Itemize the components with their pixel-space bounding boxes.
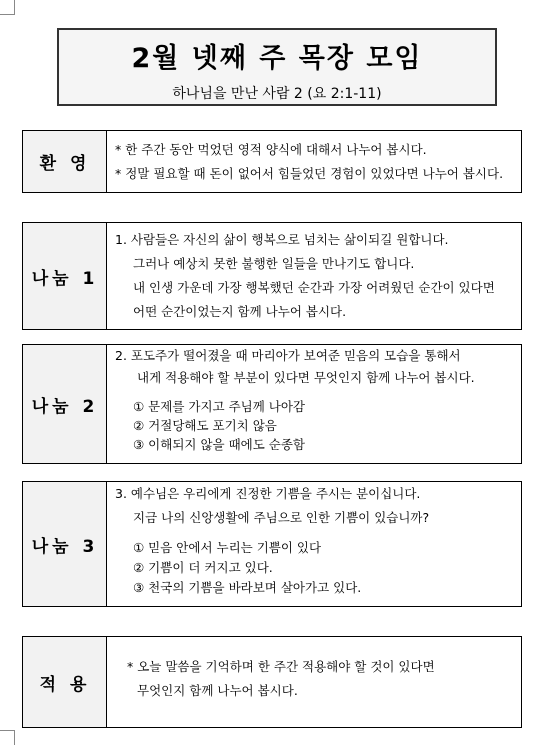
page-title: 2월 넷째 주 목장 모임 — [131, 43, 423, 74]
list-item: ① 문제를 가지고 주님께 나아감 — [133, 399, 306, 414]
page-subtitle: 하나님을 만난 사람 2 (요 2:1-11) — [172, 86, 382, 102]
content-line: 1. 사람들은 자신의 삶이 행복으로 넘치는 삶이되길 원합니다. — [115, 232, 449, 247]
section-label-welcome — [22, 130, 108, 193]
section-label-text: 환 영 — [39, 154, 91, 174]
section-content-sharing-3 — [106, 481, 522, 607]
section-content-application — [106, 636, 522, 728]
section-content-sharing-2 — [106, 344, 522, 464]
section-label-sharing-3 — [22, 481, 108, 607]
content-line: 어떤 순간이었는지 함께 나누어 봅시다. — [133, 304, 347, 319]
page-corner-mark-top — [0, 0, 15, 15]
content-line: 무엇인지 함께 나누어 봅시다. — [137, 683, 298, 698]
list-item: ① 믿음 안에서 누리는 기쁨이 있다 — [133, 540, 322, 555]
content-line: 그러나 예상치 못한 불행한 일들을 만나기도 합니다. — [133, 256, 415, 271]
content-line: 지금 나의 신앙생활에 주님으로 인한 기쁨이 있습니까? — [133, 510, 430, 525]
content-line: * 오늘 말씀을 기억하며 한 주간 적용해야 할 것이 있다면 — [127, 659, 435, 674]
section-content-welcome — [106, 130, 522, 193]
content-line: 2. 포도주가 떨어졌을 때 마리아가 보여준 믿음의 모습을 통해서 — [115, 348, 461, 363]
section-label-text: 나눔 3 — [31, 536, 99, 557]
content-line: 내게 적용해야 할 부분이 있다면 무엇인지 함께 나누어 봅시다. — [137, 370, 475, 385]
content-line: 3. 예수님은 우리에게 진정한 기쁨을 주시는 분이십니다. — [115, 486, 421, 501]
content-line: * 한 주간 동안 먹었던 영적 양식에 대해서 나누어 봅시다. — [115, 142, 427, 157]
spacer — [115, 389, 515, 397]
section-label-sharing-1 — [22, 222, 108, 330]
section-label-text: 나눔 1 — [31, 268, 99, 289]
spacer — [115, 530, 515, 538]
list-item: ③ 천국의 기쁨을 바라보며 살아가고 있다. — [133, 580, 362, 595]
section-label-application — [22, 636, 108, 728]
list-item: ③ 이해되지 않을 때에도 순종함 — [133, 437, 306, 452]
section-label-text: 적 용 — [39, 674, 91, 695]
page-corner-mark-bottom — [0, 730, 15, 745]
list-item: ② 기쁨이 더 커지고 있다. — [133, 560, 273, 575]
section-content-sharing-1 — [106, 222, 522, 330]
list-item: ② 거절당해도 포기치 않음 — [133, 418, 277, 433]
title-box — [57, 28, 497, 106]
section-label-text: 나눔 2 — [31, 396, 99, 417]
content-line: * 정말 필요할 때 돈이 없어서 힘들었던 경험이 있었다면 나누어 봅시다. — [115, 166, 504, 181]
section-label-sharing-2 — [22, 344, 108, 464]
content-line: 내 인생 가운데 가장 행복했던 순간과 가장 어려웠던 순간이 있다면 — [133, 280, 495, 295]
